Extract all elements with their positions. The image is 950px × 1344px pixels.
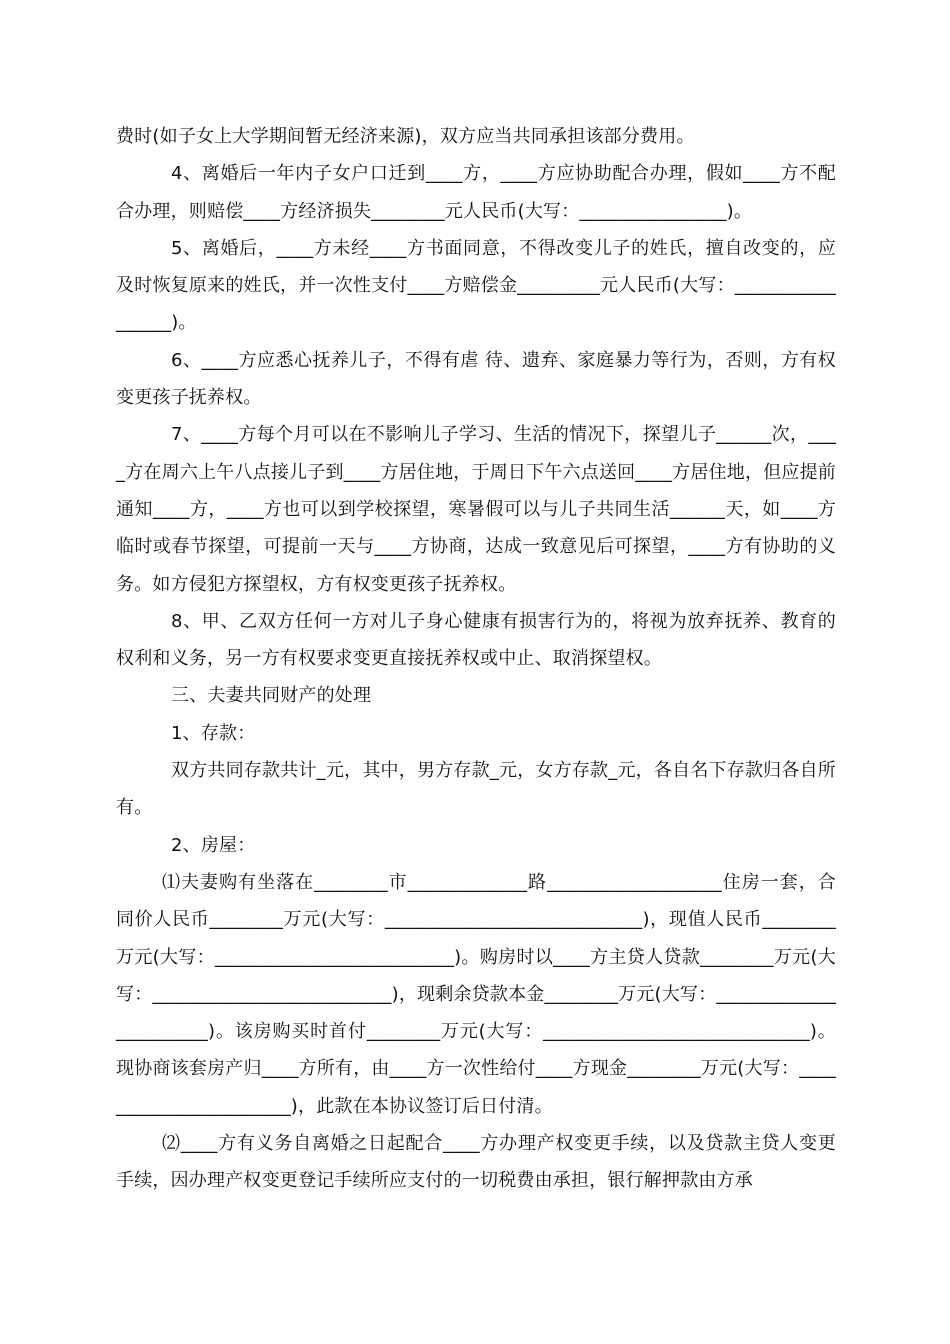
paragraph-house-item-1: ⑴夫妻购有坐落在________市_____________路___________________住房一套，合同价人民币________万元(大写：____________________________)，现值人民币________万元(大写：__________________________)。购房时以____方主贷人贷款________万元(大写：__________________________)，现剩余贷款本金________万元(大写：_______________________)。该房购买时首付________万元(大写：_____________________________)。现协商该套房产归____方所有，由____方一次性给付____方现金________万元(大写：_______________________)，此款在本协议签订后日付清。 [116, 871, 836, 1117]
paragraph-clause-6-custody: 6、____方应悉心抚养儿子，不得有虐 待、遗弃、家庭暴力等行为，否则，方有权变更孩子抚养权。 [116, 349, 836, 409]
paragraph-clause-5-surname: 5、离婚后，____方未经____方书面同意，不得改变儿子的姓氏，擅自改变的，应及时恢复原来的姓氏，并一次性支付____方赔偿金_________元人民币(大写：_________________)。 [116, 237, 836, 334]
section-heading-property: 三、夫妻共同财产的处理 [171, 685, 372, 707]
paragraph-clause-4-hukou: 4、离婚后一年内子女户口迁到____方，____方应协助配合办理，假如____方不配合办理，则赔偿____方经济损失________元人民币(大写：________________)。 [116, 163, 836, 222]
document-body [116, 118, 836, 1200]
paragraph-clause-7-visitation: 7、____方每个月可以在不影响儿子学习、生活的情况下，探望儿子______次，____方在周六上午八点接儿子到____方居住地，于周日下午六点送回____方居住地，但应提前通知____方，____方也可以到学校探望，寒暑假可以与儿子共同生活______天，如____方临时或春节探望，可提前一天与____方协商，达成一致意见后可探望，____方有协助的义务。如方侵犯方探望权，方有权变更孩子抚养权。 [116, 424, 836, 595]
paragraph-expense-continuation: 费时(如子女上大学期间暂无经济来源)，双方应当共同承担该部分费用。 [116, 126, 695, 147]
paragraph-deposits: 双方共同存款共计_元，其中，男方存款_元，女方存款_元，各自名下存款归各自所有。 [116, 760, 836, 819]
paragraph-house-item-2: ⑵____方有义务自离婚之日起配合____方办理产权变更手续，以及贷款主贷人变更手续，因办理产权变更登记手续所应支付的一切税费由承担，银行解押款由方承 [116, 1133, 836, 1192]
paragraph-clause-8-rights: 8、甲、乙双方任何一方对儿子身心健康有损害行为的，将视为放弃抚养、教育的权利和义务，另一方有权要求变更直接抚养权或中止、取消探望权。 [116, 610, 836, 670]
subheading-house: 2、房屋： [171, 834, 256, 856]
subheading-deposits: 1、存款： [171, 722, 256, 744]
